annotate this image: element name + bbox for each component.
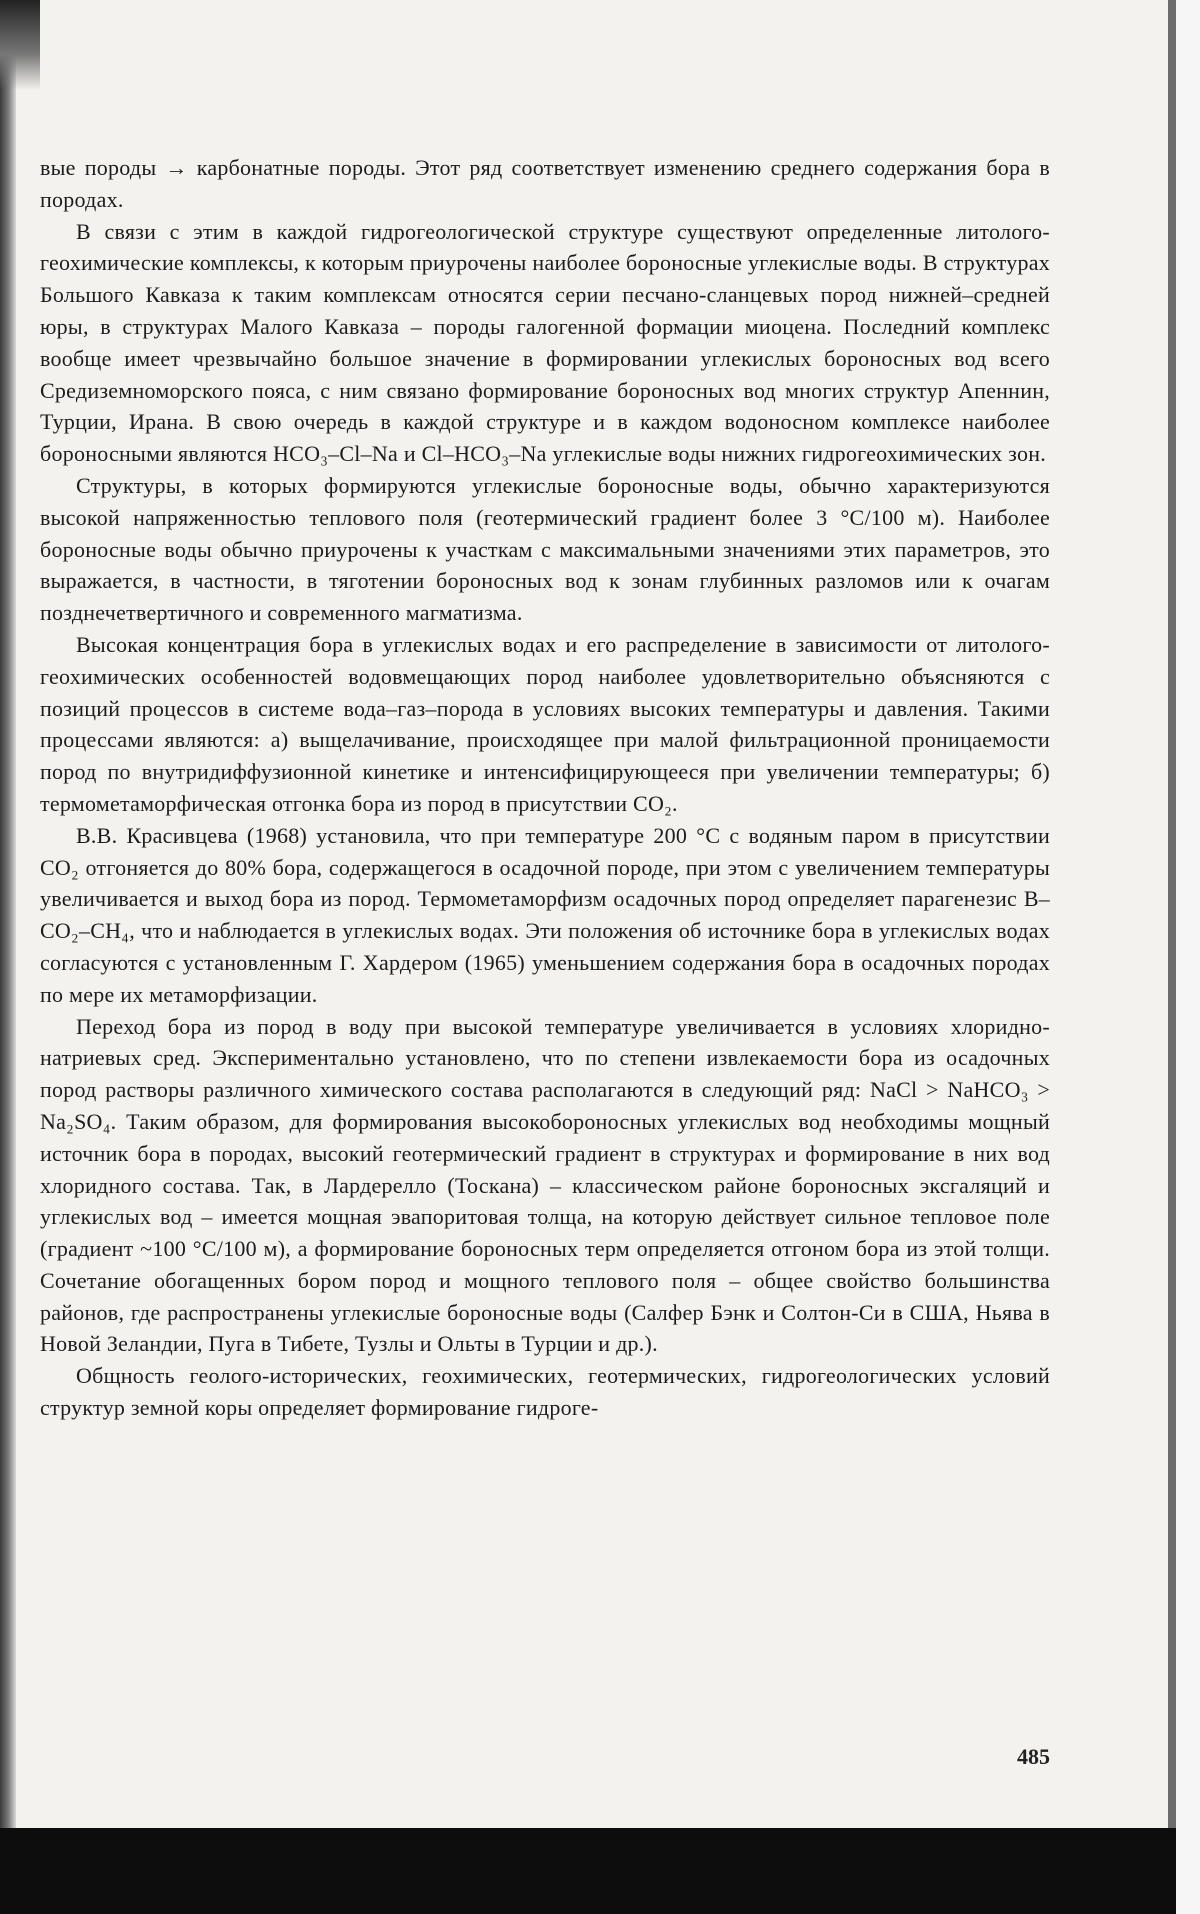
page-body bbox=[40, 152, 1050, 1424]
page-number: 485 bbox=[1017, 1744, 1050, 1769]
scan-right-edge bbox=[1168, 0, 1176, 1830]
paragraph-generality: Общность геолого-исторических, геохимических, геотермических, гидрогеологических условий структур земной коры определяет формирование гидроге- bbox=[40, 1363, 1050, 1421]
scan-left-edge bbox=[0, 0, 16, 1914]
paragraph-thermal-field: Структуры, в которых формируются углекислые бороносные воды, обычно характеризуются высокой напряженностью теплового поля (геотермический градиент более 3 °C/100 м). Наиболее бороносные воды обычно приурочены к участкам с максимальными значениями этих параметров, это выражается, в частности, в тяготении бороносных вод к зонам глубинных разломов или к очагам позднечетвертичного и современного магматизма. bbox=[40, 472, 1050, 626]
scan-bottom-edge bbox=[0, 1828, 1176, 1914]
paragraph-continuation: вые породы → карбонатные породы. Этот ряд соответствует изменению среднего содержания бора в породах. bbox=[40, 155, 1050, 212]
paragraph-lithology-complexes: В связи с этим в каждой гидрогеологической структуре существуют определенные литолого-геохимические комплексы, к которым приурочены наиболее бороносные углекислые воды. В структурах Большого Кавказа к таким комплексам относятся серии песчано-сланцевых пород нижней–средней юры, в структурах Малого Кавказа – породы галогенной формации миоцена. Последний комплекс вообще имеет чрезвычайно большое значение в формировании углекислых бороносных вод всего Средиземноморского пояса, с ним связано формирование бороносных вод многих структур Апеннин, Турции, Ирана. В свою очередь в каждой структуре и в каждом водоносном комплексе наиболее бороносными являются HCO₃–Cl–Na и Cl–HCO₃–Na углекислые воды нижних гидрогеохимических зон. bbox=[40, 218, 1050, 467]
scan-corner-shadow bbox=[0, 0, 40, 90]
paragraph-boron-concentration: Высокая концентрация бора в углекислых водах и его распределение в зависимости от литолого-геохимических особенностей водовмещающих пород наиболее удовлетворительно объясняются с позиций процессов в системе вода–газ–порода в условиях высоких температуры и давления. Такими процессами являются: а) выщелачивание, происходящее при малой фильтрационной проницаемости пород по внутридиффузионной кинетике и интенсифицирующееся при увеличении температуры; б) термометаморфическая отгонка бора из пород в присутствии CO₂. bbox=[40, 631, 1050, 816]
paragraph-chloride-media: Переход бора из пород в воду при высокой температуре увеличивается в условиях хлоридно-натриевых сред. Экспериментально установлено, что по степени извлекаемости бора из осадочных пород растворы различного химического состава располагаются в следующий ряд: NaCl > NaHCO₃ > Na₂SO₄. Таким образом, для формирования высокобороносных углекислых вод необходимы мощный источник бора в породах, высокий геотермический градиент в структурах и формирование в них вод хлоридного состава. Так, в Лардерелло (Тоскана) – классическом районе бороносных эксгаляций и углекислых вод – имеется мощная эвапоритовая толща, на которую действует сильное тепловое поле (градиент ~100 °C/100 м), а формирование бороносных терм определяется отгоном бора из этой толщи. Сочетание обогащенных бором пород и мощного теплового поля – общее свойство большинства районов, где распространены углекислые бороносные воды (Салфер Бэнк и Солтон-Си в США, Ньява в Новой Зеландии, Пуга в Тибете, Тузлы и Ольты в Турции и др.). bbox=[40, 1013, 1050, 1357]
scan-right-margin bbox=[1176, 0, 1200, 1914]
paragraph-krasivtseva: В.В. Красивцева (1968) установила, что при температуре 200 °C с водяным паром в присутствии CO₂ отгоняется до 80% бора, содержащегося в осадочной породе, при этом с увеличением температуры увеличивается и выход бора из пород. Термометаморфизм осадочных пород определяет парагенезис B–CO₂–CH₄, что и наблюдается в углекислых водах. Эти положения об источнике бора в углекислых водах согласуются с установленным Г. Хардером (1965) уменьшением содержания бора в осадочных породах по мере их метаморфизации. bbox=[40, 822, 1050, 1007]
